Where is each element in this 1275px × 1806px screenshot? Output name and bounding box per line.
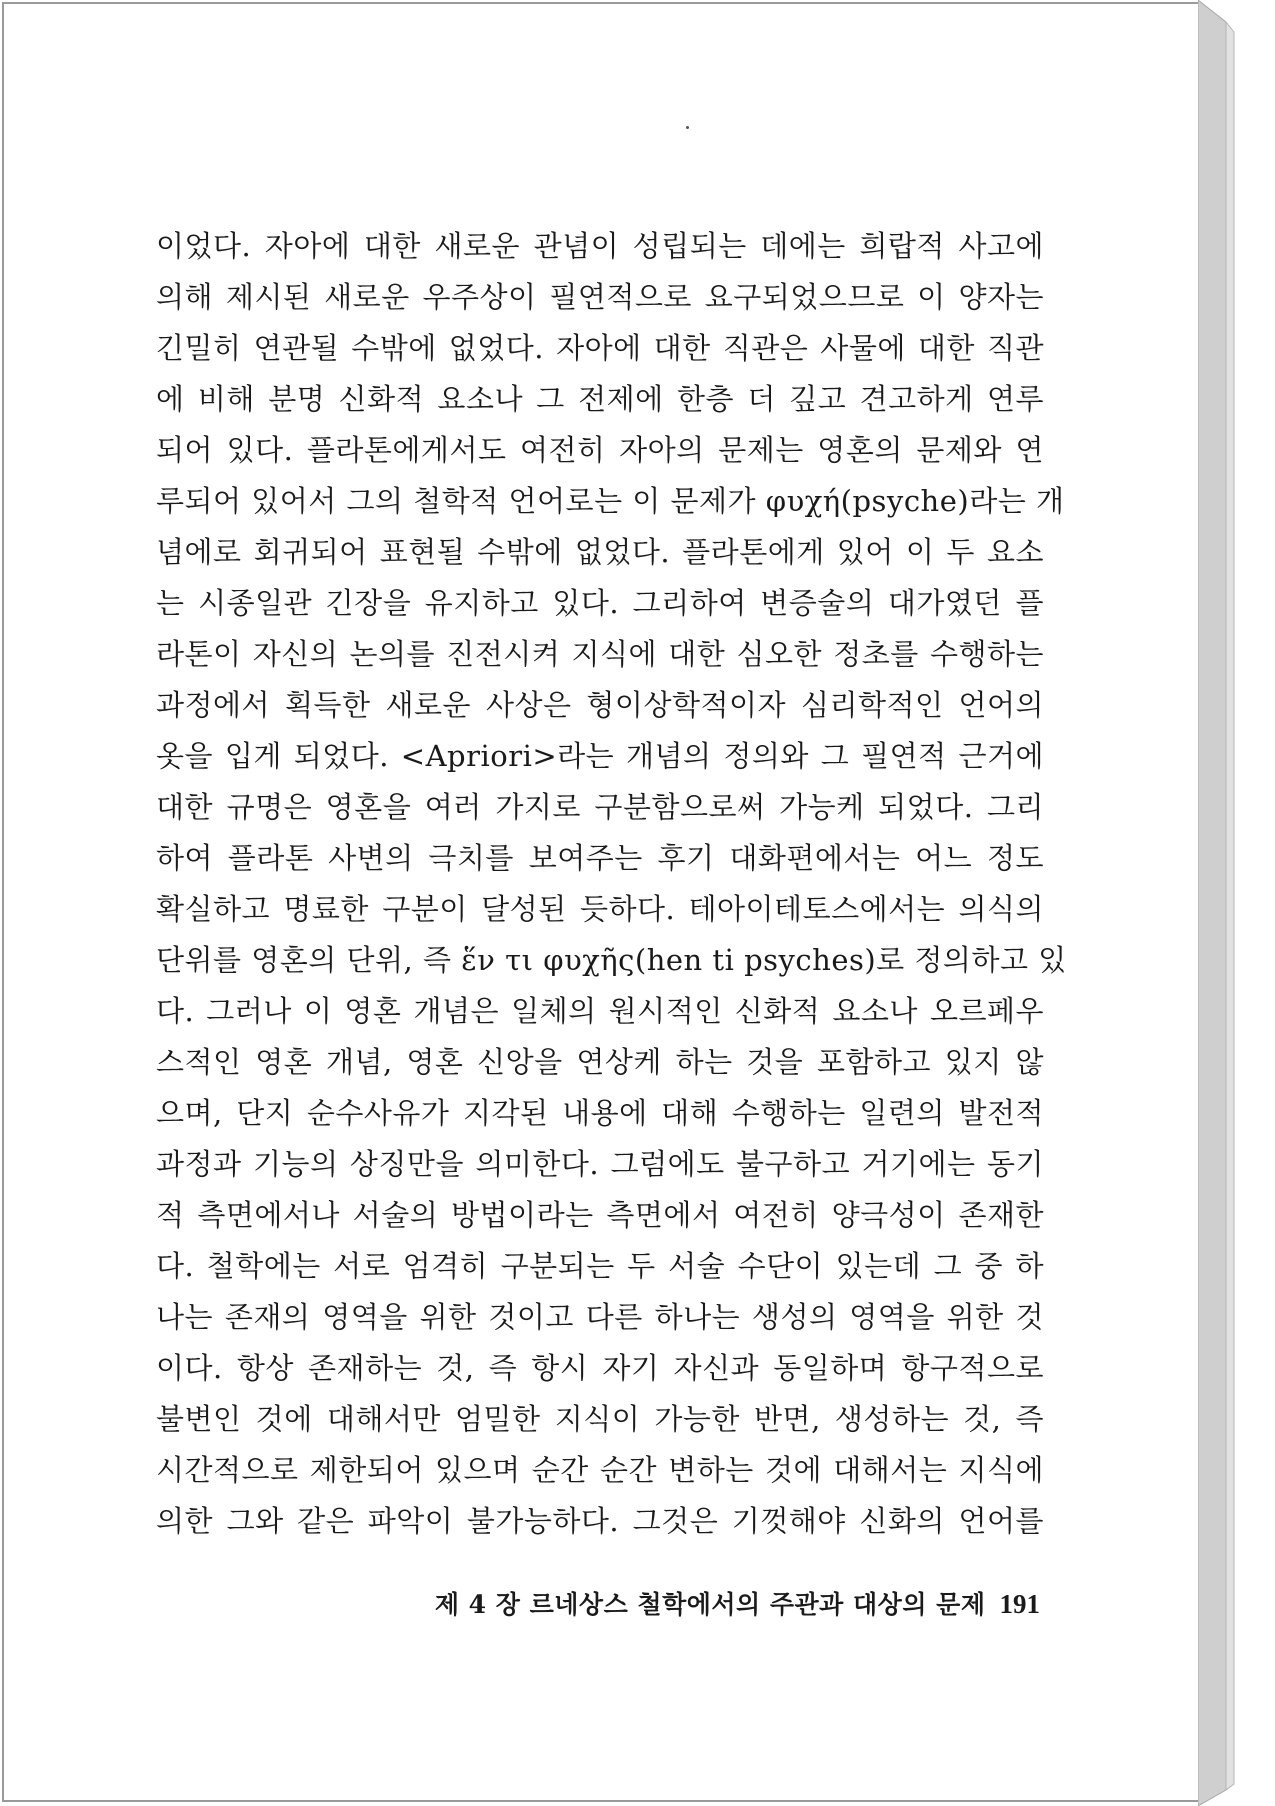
text-line: 단위를 영혼의 단위, 즉 ἕν τι φυχῆς(hen ti psyches)로 정의하고 있: [156, 943, 1067, 977]
text-line: 되어 있다. 플라톤에게서도 여전히 자아의 문제는 영혼의 문제와 연: [156, 433, 1044, 467]
text-line: 과정에서 획득한 새로운 사상은 형이상학적이자 심리학적인 언어의: [156, 688, 1044, 722]
text-line: 대한 규명은 영혼을 여러 가지로 구분함으로써 가능케 되었다. 그리: [156, 790, 1044, 824]
body-text: [156, 221, 1067, 1547]
text-line: 으며, 단지 순수사유가 지각된 내용에 대해 수행하는 일련의 발전적: [156, 1096, 1044, 1130]
text-line: 다. 그러나 이 영혼 개념은 일체의 원시적인 신화적 요소나 오르페우: [156, 994, 1044, 1028]
running-footer: [420, 1584, 1040, 1624]
text-line: 긴밀히 연관될 수밖에 없었다. 자아에 대한 직관은 사물에 대한 직관: [156, 331, 1044, 365]
text-line: 의한 그와 같은 파악이 불가능하다. 그것은 기껏해야 신화의 언어를: [156, 1504, 1044, 1538]
text-line: 의해 제시된 새로운 우주상이 필연적으로 요구되었으므로 이 양자는: [156, 280, 1044, 314]
text-line: 불변인 것에 대해서만 엄밀한 지식이 가능한 반면, 생성하는 것, 즉: [156, 1402, 1044, 1436]
text-line: 에 비해 분명 신화적 요소나 그 전제에 한층 더 깊고 견고하게 연루: [156, 382, 1044, 416]
text-line: 다. 철학에는 서로 엄격히 구분되는 두 서술 수단이 있는데 그 중 하: [156, 1249, 1044, 1283]
text-line: 루되어 있어서 그의 철학적 언어로는 이 문제가 φυχή(psyche)라는 개: [156, 484, 1065, 518]
speck-mark: [686, 126, 689, 129]
page-number: 191: [999, 1589, 1040, 1619]
text-line: 과정과 기능의 상징만을 의미한다. 그럼에도 불구하고 거기에는 동기: [156, 1147, 1044, 1181]
chapter-title: 제 4 장 르네상스 철학에서의 주관과 대상의 문제: [434, 1590, 986, 1619]
text-line: 는 시종일관 긴장을 유지하고 있다. 그리하여 변증술의 대가였던 플: [156, 586, 1044, 620]
text-line: 념에로 회귀되어 표현될 수밖에 없었다. 플라톤에게 있어 이 두 요소: [156, 535, 1044, 569]
text-line: 적 측면에서나 서술의 방법이라는 측면에서 여전히 양극성이 존재한: [156, 1198, 1044, 1232]
book-edge: [1198, 0, 1238, 1806]
text-line: 이다. 항상 존재하는 것, 즉 항시 자기 자신과 동일하며 항구적으로: [156, 1351, 1044, 1385]
text-line: 옷을 입게 되었다. <Apriori>라는 개념의 정의와 그 필연적 근거에: [156, 739, 1044, 773]
text-line: 스적인 영혼 개념, 영혼 신앙을 연상케 하는 것을 포함하고 있지 않: [156, 1045, 1044, 1079]
text-line: 라톤이 자신의 논의를 진전시켜 지식에 대한 심오한 정초를 수행하는: [156, 637, 1044, 671]
text-line: 시간적으로 제한되어 있으며 순간 순간 변하는 것에 대해서는 지식에: [156, 1453, 1044, 1487]
text-line: 이었다. 자아에 대한 새로운 관념이 성립되는 데에는 희랍적 사고에: [156, 229, 1044, 263]
text-line: 나는 존재의 영역을 위한 것이고 다른 하나는 생성의 영역을 위한 것: [156, 1300, 1044, 1334]
text-line: 하여 플라톤 사변의 극치를 보여주는 후기 대화편에서는 어느 정도: [156, 841, 1044, 875]
text-line: 확실하고 명료한 구분이 달성된 듯하다. 테아이테토스에서는 의식의: [156, 892, 1044, 926]
